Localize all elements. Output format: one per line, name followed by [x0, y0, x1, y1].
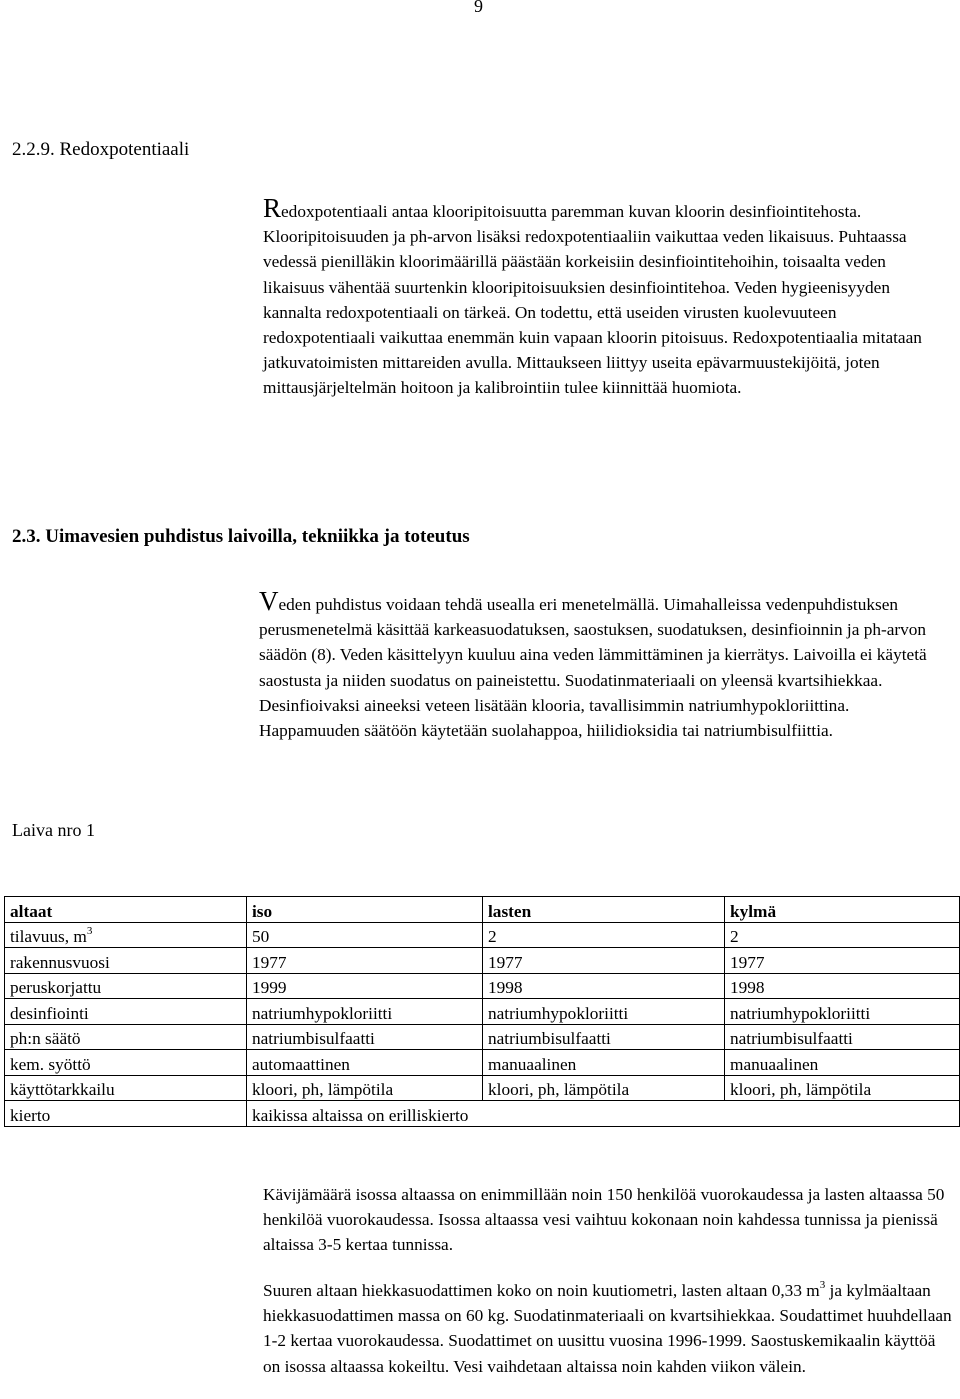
- ship-label: Laiva nro 1: [12, 820, 95, 840]
- visitors-paragraph: Kävijämäärä isossa altaassa on enimmillään noin 150 henkilöä vuorokaudessa ja lasten altaassa 50 henkilöä vuorokaudessa. Isossa altaassa vesi vaihtuu kokonaan noin kahdessa tunnissa ja pienissä altaissa 3-5 kertaa tunnissa.: [263, 1185, 945, 1255]
- redox-body: edoxpotentiaali antaa klooripitoisuutta paremman kuvan kloorin desinfiointitehosta. Klooripitoisuuden ja ph-arvon lisäksi redoxpotentiaaliin vaikuttaa veden likaisuus. Puhtaassa vedessä pienilläkin kloorimäärillä päästään korkeisiin desinfiointitehoihin, toisaalta veden likaisuus vähentää suurtenkin klooripitoisuuksien desinfiointitehoa. Veden hygieenisyyden kannalta redoxpotentiaali on tärkeä. On todettu, että useiden virusten kuolevuuteen redoxpotentiaali vaikuttaa enemmän kuin vapaan kloorin pitoisuus. Redoxpotentiaalia mitataan jatkuvatoimisten mittareiden avulla. Mittaukseen liittyy useita epävarmuustekijöitä, joten mittausjärjeltelmän hoitoon ja kalibrointiin tulee kiinnittää huomiota.: [263, 202, 922, 398]
- table-cell: 1977: [725, 948, 960, 974]
- table-cell: 50: [247, 922, 483, 948]
- table-row: [5, 999, 960, 1025]
- table-row: [5, 1050, 960, 1076]
- table-cell: 1977: [247, 948, 483, 974]
- filter-paragraph: Suuren altaan hiekkasuodattimen koko on noin kuutiometri, lasten altaan 0,33 $m^3$ ja kylmäaltaan hiekkasuodattimen massa on 60 kg. Suodatinmateriaali on kvartsihiekkaa. Soudattimet huuhdellaan 1-2 kertaa vuorokaudessa. Suodattimet on uusittu vuosina 1996-1999. Saostuskemikaalin käyttöä on isossa altaassa kokeiltu. Vesi vaihdetaan altaissa noin kahden viikon välein.: [263, 1279, 952, 1376]
- row-label: peruskorjattu: [5, 973, 247, 999]
- header-cell: lasten: [483, 897, 725, 923]
- table-row: [5, 973, 960, 999]
- table-cell: manuaalinen: [483, 1050, 725, 1076]
- row-label: rakennusvuosi: [5, 948, 247, 974]
- merged-cell: kaikissa altaissa on erilliskierto: [247, 1101, 960, 1127]
- table-cell: kloori, ph, lämpötila: [483, 1075, 725, 1101]
- table-cell: natriumbisulfaatti: [483, 1024, 725, 1050]
- row-label: kierto: [5, 1101, 247, 1127]
- row-label: ph:n säätö: [5, 1024, 247, 1050]
- table-cell: 2: [483, 922, 725, 948]
- table-cell: kloori, ph, lämpötila: [725, 1075, 960, 1101]
- drop-initial: V: [259, 586, 279, 616]
- table-cell: 1999: [247, 973, 483, 999]
- table-cell: manuaalinen: [725, 1050, 960, 1076]
- table-cell: 2: [725, 922, 960, 948]
- section-heading-redox: 2.2.9. Redoxpotentiaali: [12, 139, 190, 160]
- header-cell: altaat: [5, 897, 247, 923]
- header-cell: iso: [247, 897, 483, 923]
- purification-body: eden puhdistus voidaan tehdä usealla eri menetelmällä. Uimahalleissa vedenpuhdistuksen perusmenetelmä käsittää karkeasuodatuksen, saostuksen, suodatuksen, desinfioinnin ja ph-arvon säädön (8). Veden käsittelyyn kuuluu aina veden lämmittäminen ja kierrätys. Laivoilla ei käytetä saostusta ja niiden suodatus on paineistettu. Suodatinmateriaali on yleensä kvartsihiekkaa. Desinfioivaksi aineeksi veteen lisätään klooria, tavallisimmin natriumhypokloriittina. Happamuuden säätöön käytetään suolahappoa, hiilidioksidia tai natriumbisulfiittia.: [259, 595, 927, 741]
- table-row: [5, 1101, 960, 1127]
- section-heading-purification: 2.3. Uimavesien puhdistus laivoilla, tekniikka ja toteutus: [12, 526, 470, 547]
- table-cell: 1998: [725, 973, 960, 999]
- table-row: [5, 948, 960, 974]
- row-label: tilavuus, $m^3$: [5, 922, 247, 948]
- purification-paragraph: [259, 586, 949, 743]
- table-cell: natriumhypokloriitti: [725, 999, 960, 1025]
- table-row: [5, 1075, 960, 1101]
- row-label: käyttötarkkailu: [5, 1075, 247, 1101]
- row-label: kem. syöttö: [5, 1050, 247, 1076]
- table-row: [5, 1024, 960, 1050]
- page-number: 9: [474, 0, 483, 16]
- table-cell: 1998: [483, 973, 725, 999]
- table-cell: kloori, ph, lämpötila: [247, 1075, 483, 1101]
- table-cell: natriumbisulfaatti: [247, 1024, 483, 1050]
- table-cell: automaattinen: [247, 1050, 483, 1076]
- table-cell: natriumhypokloriitti: [247, 999, 483, 1025]
- drop-initial: R: [263, 193, 282, 223]
- pool-data-table: [4, 896, 960, 1127]
- header-cell: kylmä: [725, 897, 960, 923]
- table-cell: 1977: [483, 948, 725, 974]
- table-header-row: [5, 897, 960, 923]
- table-cell: natriumbisulfaatti: [725, 1024, 960, 1050]
- row-label: desinfiointi: [5, 999, 247, 1025]
- table-row: [5, 922, 960, 948]
- table-cell: natriumhypokloriitti: [483, 999, 725, 1025]
- redox-paragraph: [263, 193, 943, 401]
